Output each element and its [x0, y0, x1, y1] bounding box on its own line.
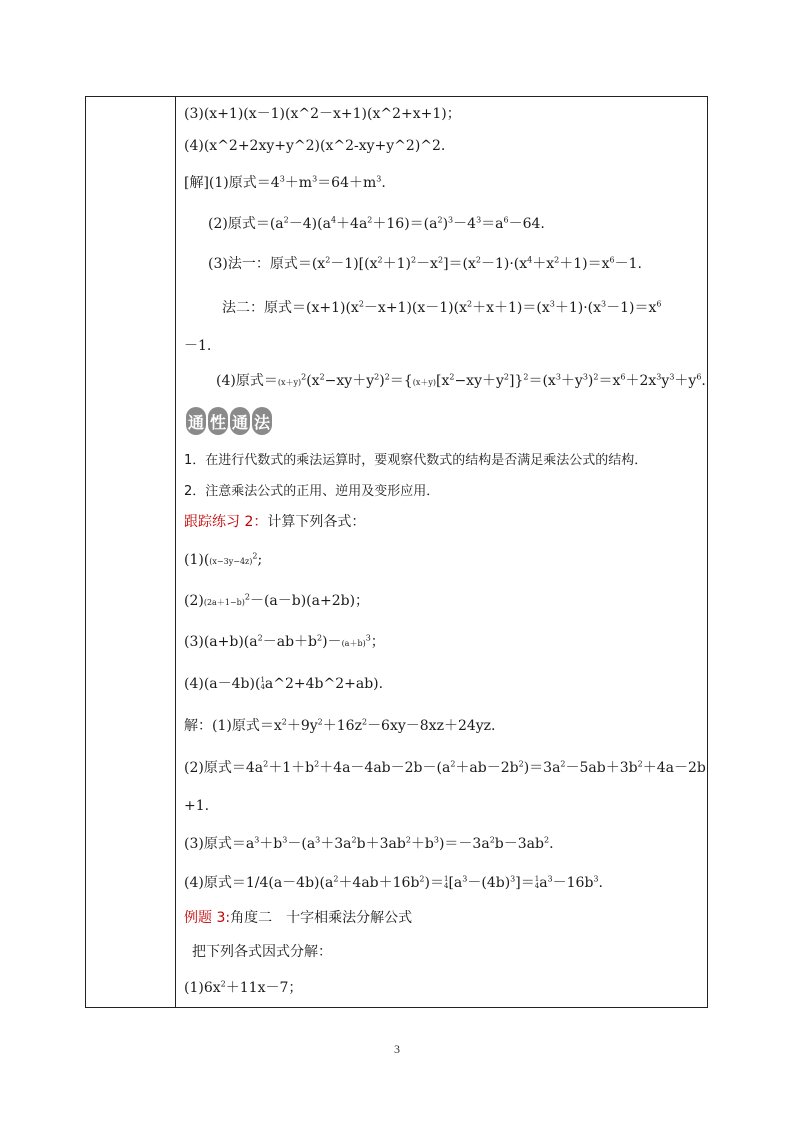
banner-char: 法: [252, 407, 272, 435]
banner-char: 通: [230, 407, 250, 435]
lesson-table: [85, 96, 708, 1008]
tip-2: 2．注意乘法公式的正用、逆用及变形应用．: [184, 484, 440, 499]
page-number: 3: [394, 1042, 400, 1056]
factor-1: $(1)6x^2+11x-7$；: [184, 979, 303, 996]
general-method-banner: [186, 407, 272, 437]
practice-2: $(2)(2a+1-b)^2-(a-b)(a+2b)$；: [184, 592, 370, 609]
banner-char: 性: [208, 407, 228, 435]
answer-3: (3)原式$=a^3+b^3-(a^3+3a^2b+3ab^2+b^3)=-3a^2b-3ab^2$.: [184, 835, 554, 852]
problem-3: (3)(x+1)(x－1)(x^2－x+1)(x^2+x+1)；: [184, 106, 461, 122]
answer-2-continued: +1.: [184, 798, 210, 814]
answer-2: (2)原式$=4a^2+1+b^2+4a-4ab-2b-(a^2+ab-2b^2)=3a^2-5ab+3b^2+4a-2b$: [184, 759, 706, 776]
answer-4: (4)原式$=1/4(a-4b)(a^2+4ab+16b^2)=$ 1 4 $[a^3-(4b)^3]=$ 1 4 $a^3-16b^3$.: [184, 874, 603, 891]
solution-2: (2)原式$=(a^2-4)(a^4+4a^2+16)=(a^2)^3-4^3=a^6-64$.: [208, 215, 545, 232]
tip-1: 1．在进行代数式的乘法运算时，要观察代数式的结构是否满足乘法公式的结构．: [184, 453, 648, 468]
solution-3-method2: 法二：原式$=(x+1)(x^2-x+1)(x-1)(x^2+x+1)=(x^3+1)\cdot(x^3-1)=x^6$: [222, 299, 662, 316]
factor-prompt: 把下列各式因式分解：: [192, 944, 332, 960]
banner-char: 通: [186, 407, 206, 435]
practice-1: $(1)((x-3y-4z)^2$;: [184, 551, 263, 568]
solution-1: [解](1)原式$=4^3+m^3=64+m^3$.: [184, 174, 386, 191]
problem-4: (4)(x^2+2xy+y^2)(x^2-xy+y^2)^2.: [184, 138, 446, 154]
left-column: [86, 97, 176, 1007]
practice-4: (4)(a－4b)( 1 4 a^2+4b^2+ab).: [184, 676, 384, 692]
content-cell: [176, 97, 707, 1007]
solution-3-method1: (3)法一：原式$=(x^2-1)[(x^2+1)^2-x^2]=(x^2-1)\cdot(x^4+x^2+1)=x^6-1$.: [208, 255, 642, 272]
solution-3-continued: －1.: [184, 338, 212, 354]
practice-3: $(3)(a+b)(a^2-ab+b^2)-(a+b)^3$；: [184, 633, 385, 650]
example-3-heading: 例题 3:角度二 十字相乘法分解公式: [184, 910, 413, 926]
practice-heading: 跟踪练习 2：计算下列各式：: [184, 514, 366, 530]
answer-1: 解：(1)原式$=x^2+9y^2+16z^2-6xy-8xz+24yz$.: [184, 717, 496, 734]
solution-4: (4)原式$=(x+y)^2(x^2-xy+y^2)^2=\{(x+y)[x^2-xy+y^2]\}^2=(x^3+y^3)^2=x^6+2x^3y^3+y^6$.: [216, 372, 706, 389]
